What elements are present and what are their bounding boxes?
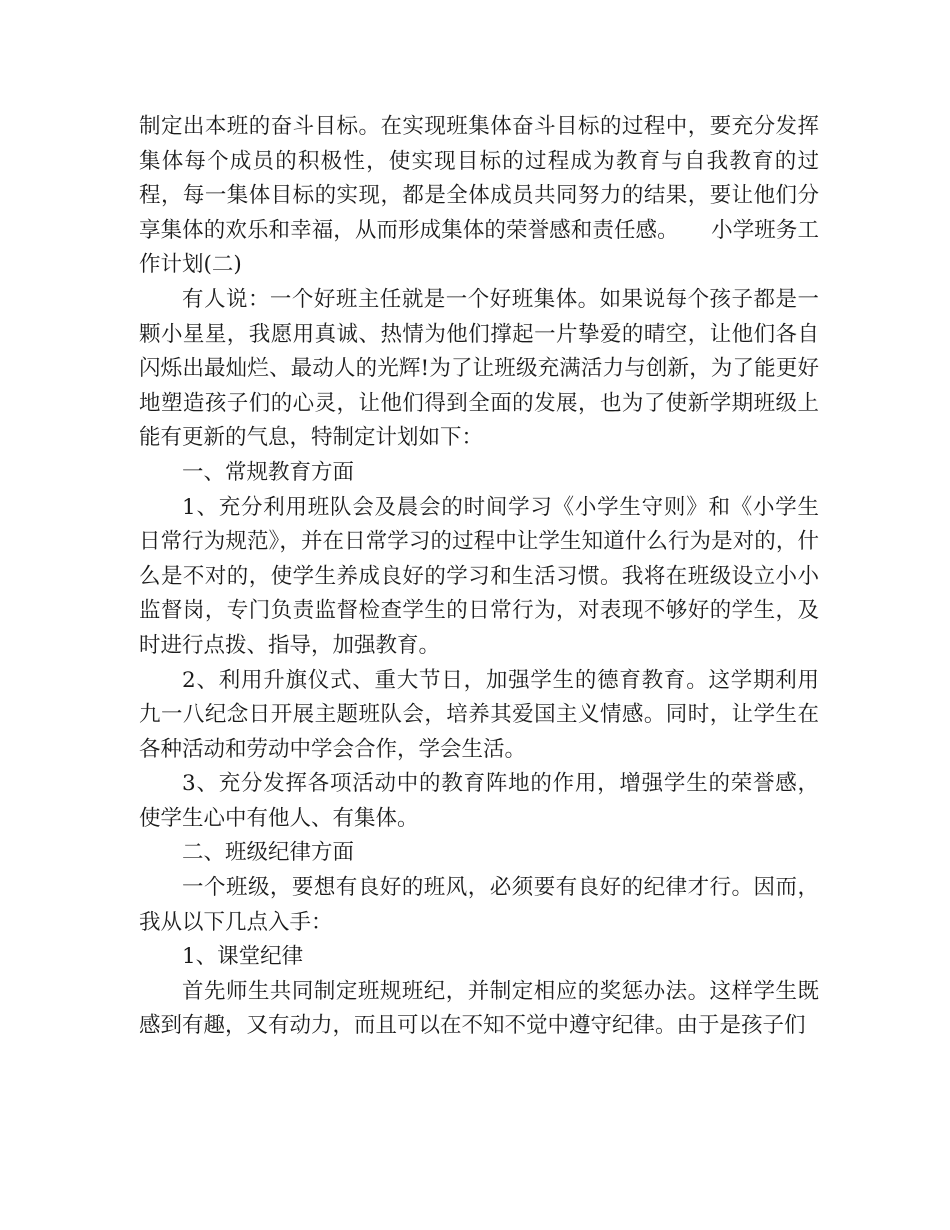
paragraph: 2、利用升旗仪式、重大节日，加强学生的德育教育。这学期利用九一八纪念日开展主题班队会，培养其爱国主义情感。同时，让学生在各种活动和劳动中学会合作，学会生活。 <box>139 667 819 762</box>
document-body <box>139 110 819 1044</box>
paragraph: 3、充分发挥各项活动中的教育阵地的作用，增强学生的荣誉感，使学生心中有他人、有集体。 <box>139 771 819 831</box>
section-heading: 二、班级纪律方面 <box>182 840 355 866</box>
paragraph: 有人说：一个好班主任就是一个好班集体。如果说每个孩子都是一颗小星星，我愿用真诚、热情为他们撑起一片挚爱的晴空，让他们各自闪烁出最灿烂、最动人的光辉!为了让班级充满活力与创新，为了能更好地塑造孩子们的心灵，让他们得到全面的发展，也为了使新学期班级上能有更新的气息，特制定计划如下： <box>139 286 819 451</box>
paragraph: 首先师生共同制定班规班纪，并制定相应的奖惩办法。这样学生既感到有趣，又有动力，而且可以在不知不觉中遵守纪律。由于是孩子们 <box>139 978 819 1039</box>
paragraph: 一个班级，要想有良好的班风，必须要有良好的纪律才行。因而，我从以下几点入手： <box>139 875 819 935</box>
subsection-heading: 1、课堂纪律 <box>182 944 304 970</box>
paragraph: 制定出本班的奋斗目标。在实现班集体奋斗目标的过程中，要充分发挥集体每个成员的积极性，使实现目标的过程成为教育与自我教育的过程，每一集体目标的实现，都是全体成员共同努力的结果，要让他们分享集体的欢乐和幸福，从而形成集体的荣誉感和责任感。 小学班务工作计划(二) <box>139 114 819 278</box>
section-heading: 一、常规教育方面 <box>182 459 355 485</box>
paragraph: 1、充分利用班队会及晨会的时间学习《小学生守则》和《小学生日常行为规范》，并在日常学习的过程中让学生知道什么行为是对的，什么是不对的，使学生养成良好的学习和生活习惯。我将在班级设立小小监督岗，专门负责监督检查学生的日常行为，对表现不够好的学生，及时进行点拨、指导，加强教育。 <box>139 494 819 658</box>
